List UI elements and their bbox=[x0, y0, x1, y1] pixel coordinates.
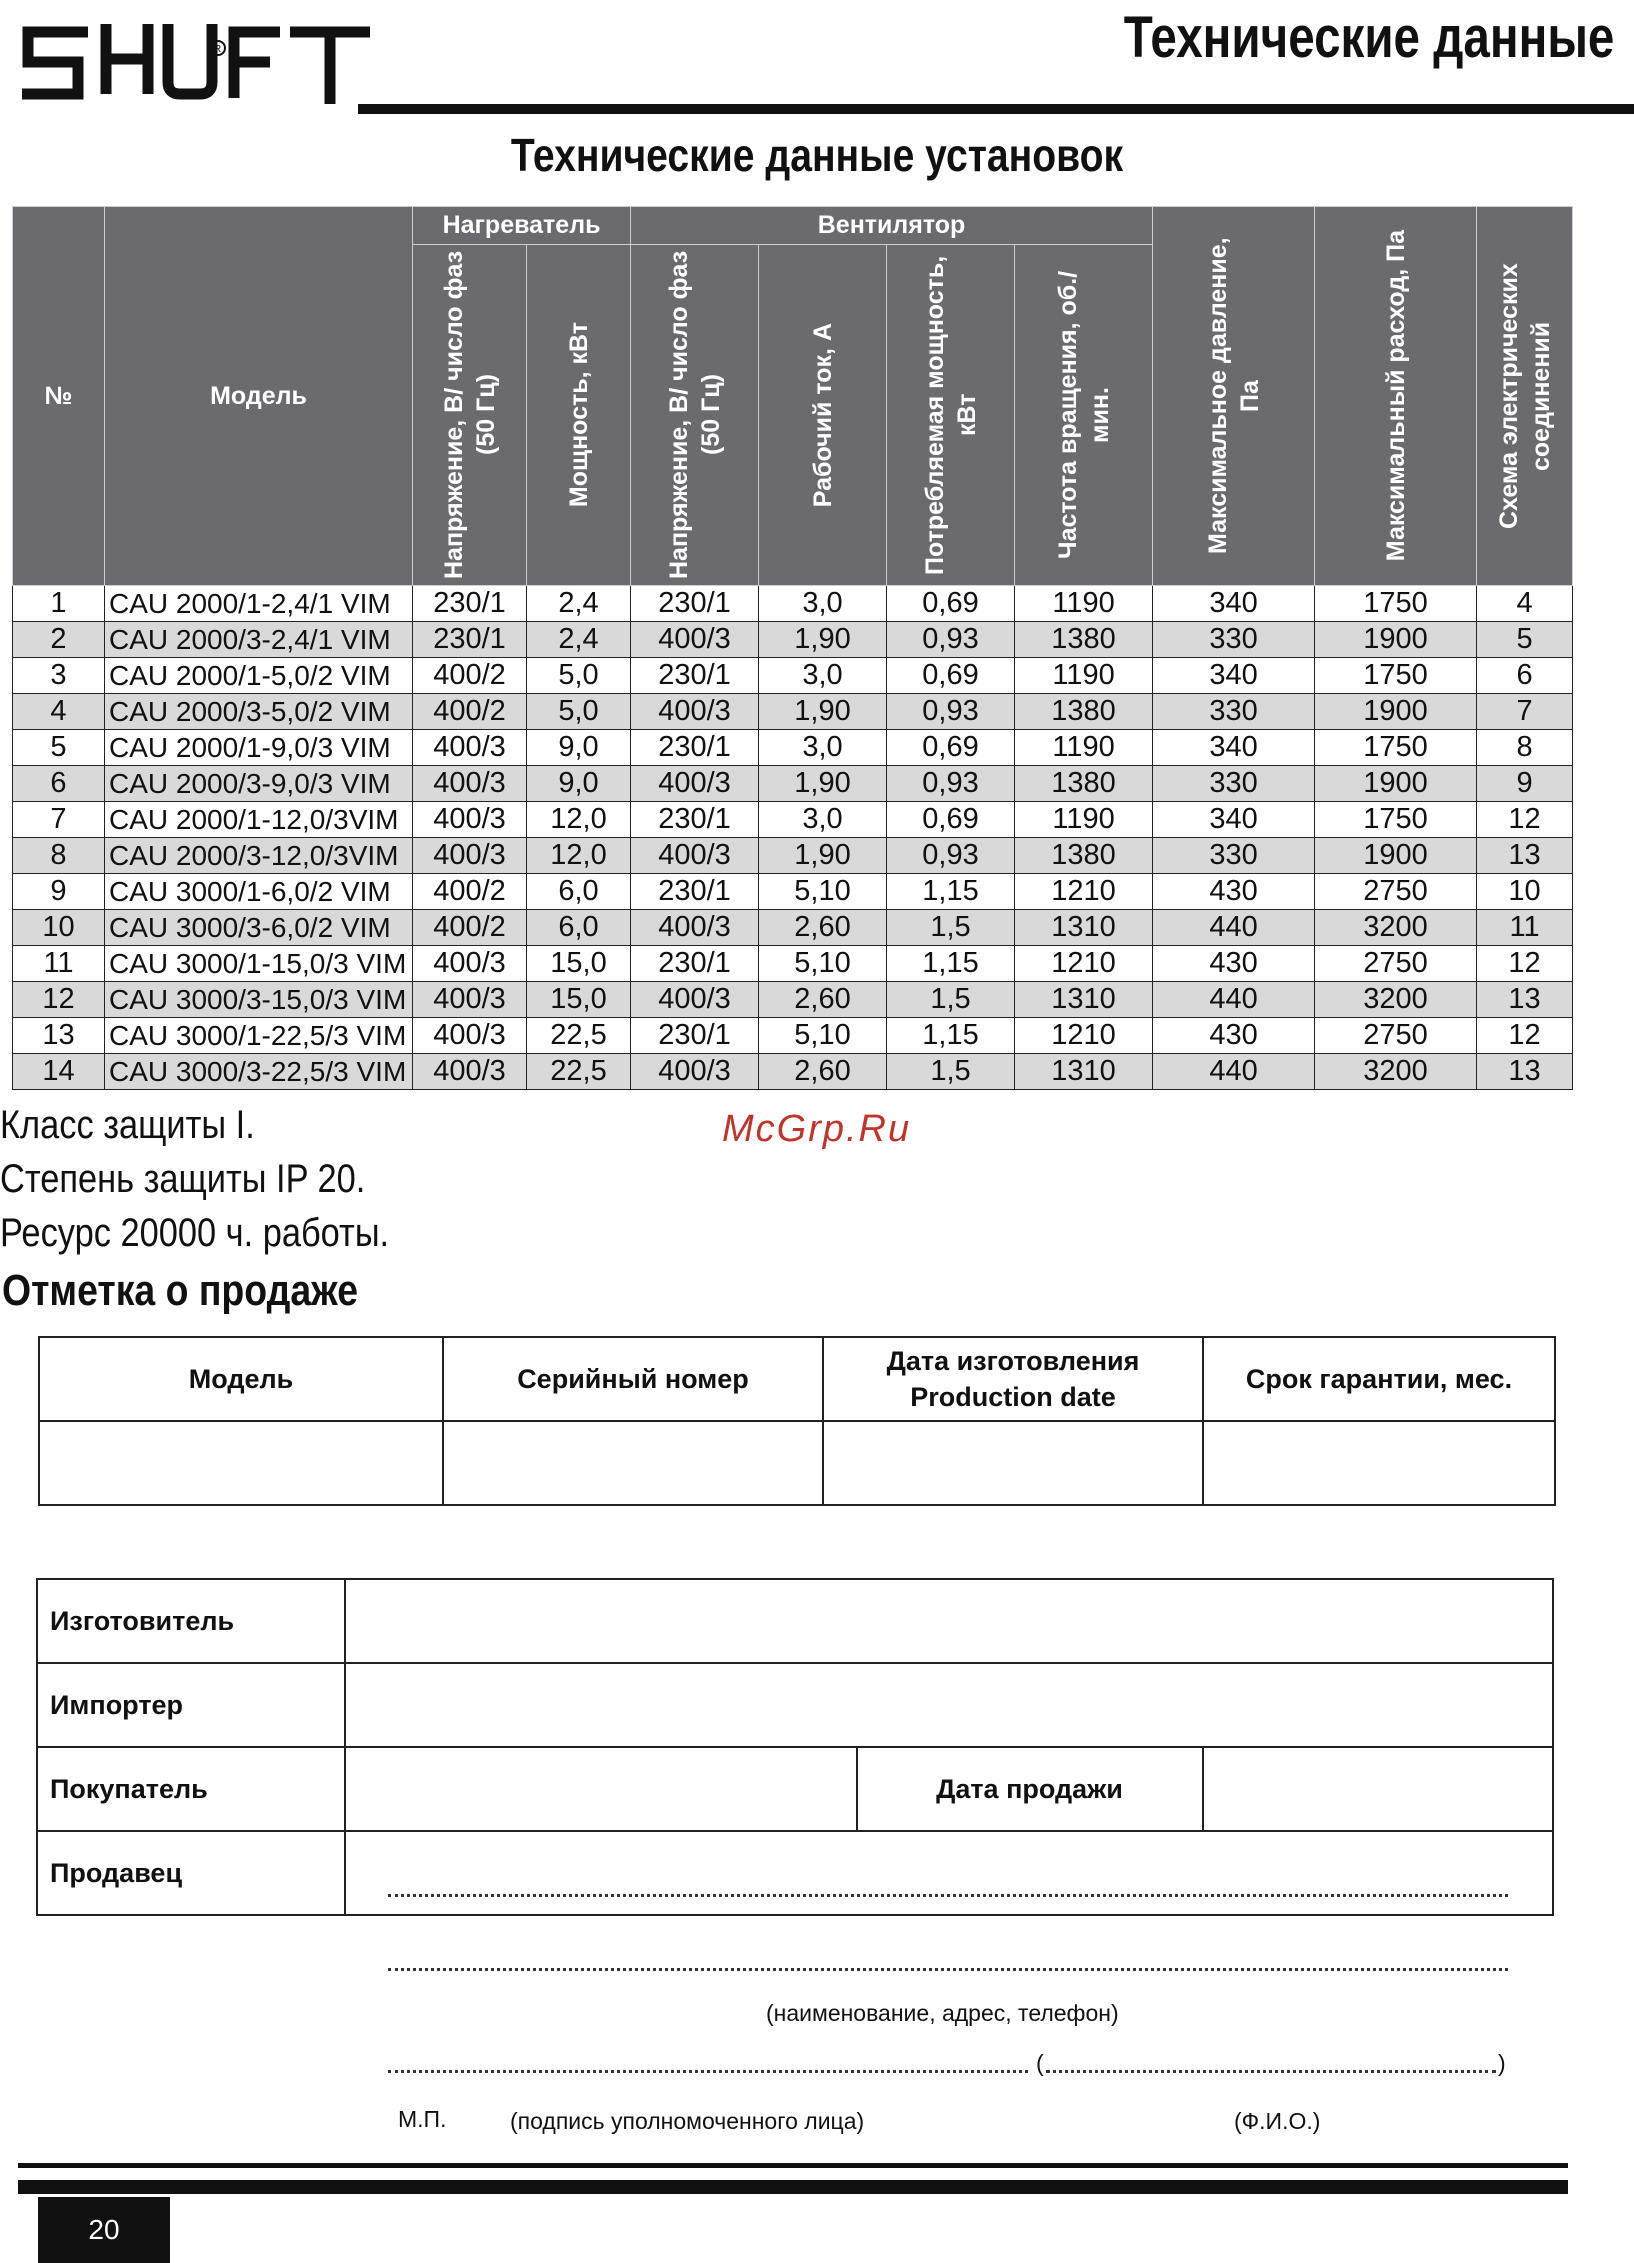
cell-wiring: 7 bbox=[1477, 694, 1573, 730]
cell-max-pressure: 330 bbox=[1153, 694, 1315, 730]
cell-fan-voltage: 400/3 bbox=[631, 1054, 759, 1090]
cell-fan-speed: 1210 bbox=[1015, 874, 1153, 910]
seller-line-1 bbox=[388, 1894, 1508, 1897]
cell-num: 14 bbox=[13, 1054, 105, 1090]
table-row bbox=[13, 1054, 1573, 1090]
cell-fan-power: 0,93 bbox=[887, 838, 1015, 874]
cell-fan-current: 5,10 bbox=[759, 874, 887, 910]
cell-fan-power: 1,15 bbox=[887, 874, 1015, 910]
cell-fan-voltage: 400/3 bbox=[631, 910, 759, 946]
cell-num: 11 bbox=[13, 946, 105, 982]
signature-caption: (подпись уполномоченного лица) bbox=[510, 2108, 865, 2134]
table-row bbox=[13, 730, 1573, 766]
cell-heater-power: 22,5 bbox=[527, 1018, 631, 1054]
cell-max-pressure: 340 bbox=[1153, 802, 1315, 838]
cell-max-flow: 1900 bbox=[1315, 694, 1477, 730]
cell-heater-power: 15,0 bbox=[527, 946, 631, 982]
header-heater-group: Нагреватель bbox=[413, 207, 631, 245]
cell-model: CAU 3000/3-6,0/2 VIM bbox=[105, 910, 413, 946]
cell-heater-voltage: 400/2 bbox=[413, 658, 527, 694]
cell-model: CAU 2000/1-12,0/3VIM bbox=[105, 802, 413, 838]
sale-col-serial: Серийный номер bbox=[443, 1337, 823, 1421]
cell-fan-voltage: 400/3 bbox=[631, 982, 759, 1018]
cell-fan-power: 0,93 bbox=[887, 694, 1015, 730]
cell-heater-voltage: 400/3 bbox=[413, 766, 527, 802]
cell-heater-voltage: 400/2 bbox=[413, 874, 527, 910]
seller-caption: (наименование, адрес, телефон) bbox=[766, 2000, 1119, 2026]
buyer-field[interactable] bbox=[345, 1747, 857, 1831]
cell-max-pressure: 440 bbox=[1153, 1054, 1315, 1090]
cell-heater-power: 9,0 bbox=[527, 766, 631, 802]
cell-max-pressure: 330 bbox=[1153, 838, 1315, 874]
cell-fan-voltage: 400/3 bbox=[631, 838, 759, 874]
manufacturer-label: Изготовитель bbox=[37, 1579, 345, 1663]
cell-heater-power: 12,0 bbox=[527, 802, 631, 838]
cell-num: 7 bbox=[13, 802, 105, 838]
importer-field[interactable] bbox=[345, 1663, 1553, 1747]
cell-max-pressure: 430 bbox=[1153, 874, 1315, 910]
table-row bbox=[13, 910, 1573, 946]
cell-max-flow: 3200 bbox=[1315, 1054, 1477, 1090]
importer-label: Импортер bbox=[37, 1663, 345, 1747]
cell-num: 6 bbox=[13, 766, 105, 802]
cell-fan-current: 3,0 bbox=[759, 802, 887, 838]
cell-model: CAU 3000/1-22,5/3 VIM bbox=[105, 1018, 413, 1054]
cell-model: CAU 2000/3-9,0/3 VIM bbox=[105, 766, 413, 802]
cell-fan-speed: 1190 bbox=[1015, 802, 1153, 838]
stamp-label: М.П. bbox=[398, 2106, 447, 2132]
cell-heater-voltage: 400/2 bbox=[413, 694, 527, 730]
cell-max-flow: 2750 bbox=[1315, 1018, 1477, 1054]
cell-num: 12 bbox=[13, 982, 105, 1018]
cell-heater-power: 12,0 bbox=[527, 838, 631, 874]
cell-fan-current: 5,10 bbox=[759, 946, 887, 982]
cell-max-pressure: 430 bbox=[1153, 1018, 1315, 1054]
seller-line-2 bbox=[388, 1968, 1508, 1971]
cell-max-flow: 3200 bbox=[1315, 910, 1477, 946]
cell-max-flow: 1750 bbox=[1315, 658, 1477, 694]
cell-max-flow: 3200 bbox=[1315, 982, 1477, 1018]
seller-field[interactable] bbox=[345, 1831, 1553, 2134]
cell-num: 3 bbox=[13, 658, 105, 694]
cell-max-pressure: 330 bbox=[1153, 622, 1315, 658]
cell-fan-current: 2,60 bbox=[759, 910, 887, 946]
cell-heater-voltage: 230/1 bbox=[413, 586, 527, 622]
cell-max-pressure: 340 bbox=[1153, 658, 1315, 694]
cell-heater-power: 6,0 bbox=[527, 910, 631, 946]
cell-num: 5 bbox=[13, 730, 105, 766]
table-row bbox=[13, 802, 1573, 838]
cell-heater-power: 9,0 bbox=[527, 730, 631, 766]
cell-fan-power: 0,69 bbox=[887, 658, 1015, 694]
page-number: 20 bbox=[38, 2197, 170, 2263]
cell-fan-speed: 1210 bbox=[1015, 1018, 1153, 1054]
header-fan-power: Потребляемая мощность, кВт bbox=[887, 245, 1015, 586]
table-row bbox=[13, 946, 1573, 982]
cell-heater-voltage: 400/3 bbox=[413, 1054, 527, 1090]
sale-serial-field[interactable] bbox=[443, 1421, 823, 1505]
cell-fan-speed: 1310 bbox=[1015, 910, 1153, 946]
cell-fan-current: 3,0 bbox=[759, 730, 887, 766]
header-model: Модель bbox=[105, 207, 413, 586]
title-rule bbox=[358, 104, 1634, 114]
table-row bbox=[13, 838, 1573, 874]
cell-wiring: 12 bbox=[1477, 802, 1573, 838]
cell-heater-power: 5,0 bbox=[527, 658, 631, 694]
cell-max-flow: 2750 bbox=[1315, 874, 1477, 910]
cell-model: CAU 3000/1-6,0/2 VIM bbox=[105, 874, 413, 910]
sale-model-field[interactable] bbox=[39, 1421, 443, 1505]
cell-fan-voltage: 230/1 bbox=[631, 1018, 759, 1054]
header-fan-current: Рабочий ток, А bbox=[759, 245, 887, 586]
cell-max-pressure: 440 bbox=[1153, 910, 1315, 946]
cell-fan-speed: 1310 bbox=[1015, 1054, 1153, 1090]
cell-heater-voltage: 400/3 bbox=[413, 838, 527, 874]
section-title: Технические данные установок bbox=[510, 129, 1124, 181]
cell-max-pressure: 340 bbox=[1153, 730, 1315, 766]
cell-fan-power: 1,15 bbox=[887, 946, 1015, 982]
cell-model: CAU 2000/1-5,0/2 VIM bbox=[105, 658, 413, 694]
cell-max-flow: 1750 bbox=[1315, 802, 1477, 838]
cell-fan-power: 1,5 bbox=[887, 982, 1015, 1018]
cell-wiring: 6 bbox=[1477, 658, 1573, 694]
document-title: Технические данные bbox=[1123, 5, 1614, 70]
cell-max-flow: 1750 bbox=[1315, 586, 1477, 622]
sale-date-value-field[interactable] bbox=[1203, 1747, 1553, 1831]
cell-fan-current: 3,0 bbox=[759, 586, 887, 622]
paren-close: ) bbox=[1498, 2050, 1506, 2076]
cell-fan-power: 0,93 bbox=[887, 622, 1015, 658]
header-max-flow: Максимальный расход, Па bbox=[1315, 207, 1477, 586]
cell-wiring: 12 bbox=[1477, 1018, 1573, 1054]
cell-num: 9 bbox=[13, 874, 105, 910]
cell-heater-voltage: 400/3 bbox=[413, 982, 527, 1018]
table-row bbox=[13, 766, 1573, 802]
cell-max-flow: 1900 bbox=[1315, 838, 1477, 874]
sale-col-model: Модель bbox=[39, 1337, 443, 1421]
cell-heater-power: 5,0 bbox=[527, 694, 631, 730]
cell-wiring: 11 bbox=[1477, 910, 1573, 946]
cell-wiring: 12 bbox=[1477, 946, 1573, 982]
name-line bbox=[1046, 2070, 1496, 2073]
cell-fan-speed: 1380 bbox=[1015, 838, 1153, 874]
watermark: McGrp.Ru bbox=[722, 1108, 912, 1150]
cell-num: 13 bbox=[13, 1018, 105, 1054]
cell-wiring: 5 bbox=[1477, 622, 1573, 658]
cell-wiring: 13 bbox=[1477, 982, 1573, 1018]
sale-col-date: Дата изготовления Production date bbox=[823, 1337, 1203, 1421]
note-ip-rating: Степень защиты IP 20. bbox=[0, 1157, 366, 1201]
cell-fan-current: 3,0 bbox=[759, 658, 887, 694]
svg-text:R: R bbox=[214, 44, 222, 55]
sale-table bbox=[38, 1336, 1556, 1506]
cell-max-flow: 1900 bbox=[1315, 622, 1477, 658]
cell-model: CAU 2000/1-9,0/3 VIM bbox=[105, 730, 413, 766]
header-heater-voltage: Напряжение, В/ число фаз (50 Гц) bbox=[413, 245, 527, 586]
cell-model: CAU 3000/1-15,0/3 VIM bbox=[105, 946, 413, 982]
cell-num: 2 bbox=[13, 622, 105, 658]
cell-heater-power: 2,4 bbox=[527, 622, 631, 658]
cell-model: CAU 3000/3-15,0/3 VIM bbox=[105, 982, 413, 1018]
seller-label: Продавец bbox=[37, 1831, 345, 1915]
cell-fan-voltage: 230/1 bbox=[631, 802, 759, 838]
table-row bbox=[13, 658, 1573, 694]
table-row bbox=[13, 694, 1573, 730]
cell-max-pressure: 330 bbox=[1153, 766, 1315, 802]
cell-heater-power: 15,0 bbox=[527, 982, 631, 1018]
cell-heater-voltage: 400/3 bbox=[413, 946, 527, 982]
signature-line bbox=[388, 2070, 1028, 2073]
cell-fan-power: 0,69 bbox=[887, 586, 1015, 622]
cell-fan-current: 1,90 bbox=[759, 622, 887, 658]
cell-fan-power: 0,93 bbox=[887, 766, 1015, 802]
cell-heater-power: 6,0 bbox=[527, 874, 631, 910]
cell-fan-current: 2,60 bbox=[759, 1054, 887, 1090]
cell-fan-current: 1,90 bbox=[759, 694, 887, 730]
cell-fan-voltage: 400/3 bbox=[631, 766, 759, 802]
cell-fan-current: 1,90 bbox=[759, 838, 887, 874]
cell-num: 10 bbox=[13, 910, 105, 946]
name-caption: (Ф.И.О.) bbox=[1234, 2108, 1321, 2134]
cell-fan-current: 1,90 bbox=[759, 766, 887, 802]
buyer-label: Покупатель bbox=[37, 1747, 345, 1831]
footer-rule-thin bbox=[18, 2163, 1568, 2168]
cell-fan-power: 1,15 bbox=[887, 1018, 1015, 1054]
note-protection-class: Класс защиты I. bbox=[0, 1103, 255, 1147]
sale-warranty-field[interactable] bbox=[1203, 1421, 1555, 1505]
cell-num: 4 bbox=[13, 694, 105, 730]
cell-fan-current: 5,10 bbox=[759, 1018, 887, 1054]
table-row bbox=[13, 982, 1573, 1018]
header-max-pressure: Максимальное давление, Па bbox=[1153, 207, 1315, 586]
cell-fan-voltage: 400/3 bbox=[631, 694, 759, 730]
cell-fan-speed: 1190 bbox=[1015, 586, 1153, 622]
cell-fan-speed: 1380 bbox=[1015, 694, 1153, 730]
cell-max-flow: 1900 bbox=[1315, 766, 1477, 802]
cell-model: CAU 2000/3-12,0/3VIM bbox=[105, 838, 413, 874]
cell-fan-speed: 1190 bbox=[1015, 730, 1153, 766]
cell-fan-speed: 1190 bbox=[1015, 658, 1153, 694]
shuft-logo bbox=[18, 14, 378, 119]
table-row bbox=[13, 622, 1573, 658]
footer-rule-thick bbox=[18, 2180, 1568, 2194]
cell-wiring: 8 bbox=[1477, 730, 1573, 766]
header-num: № bbox=[13, 207, 105, 586]
cell-fan-power: 0,69 bbox=[887, 730, 1015, 766]
cell-heater-voltage: 400/3 bbox=[413, 730, 527, 766]
table-row bbox=[13, 1018, 1573, 1054]
cell-fan-voltage: 230/1 bbox=[631, 586, 759, 622]
cell-fan-speed: 1380 bbox=[1015, 622, 1153, 658]
cell-fan-current: 2,60 bbox=[759, 982, 887, 1018]
table-row bbox=[13, 586, 1573, 622]
header-heater-power: Мощность, кВт bbox=[527, 245, 631, 586]
cell-max-pressure: 440 bbox=[1153, 982, 1315, 1018]
technical-data-table bbox=[12, 206, 1573, 1090]
cell-model: CAU 2000/3-5,0/2 VIM bbox=[105, 694, 413, 730]
note-resource: Ресурс 20000 ч. работы. bbox=[0, 1211, 390, 1255]
cell-fan-voltage: 230/1 bbox=[631, 874, 759, 910]
cell-wiring: 13 bbox=[1477, 1054, 1573, 1090]
sale-col-warranty: Срок гарантии, мес. bbox=[1203, 1337, 1555, 1421]
cell-fan-voltage: 400/3 bbox=[631, 622, 759, 658]
info-table bbox=[36, 1578, 1554, 2134]
cell-model: CAU 2000/3-2,4/1 VIM bbox=[105, 622, 413, 658]
cell-max-pressure: 340 bbox=[1153, 586, 1315, 622]
header-wiring: Схема электрических соединений bbox=[1477, 207, 1573, 586]
cell-fan-voltage: 230/1 bbox=[631, 946, 759, 982]
cell-wiring: 13 bbox=[1477, 838, 1573, 874]
notes bbox=[0, 1098, 452, 1260]
cell-fan-power: 1,5 bbox=[887, 1054, 1015, 1090]
cell-num: 1 bbox=[13, 586, 105, 622]
technical-data-body bbox=[13, 586, 1573, 1090]
cell-heater-power: 22,5 bbox=[527, 1054, 631, 1090]
cell-fan-power: 0,69 bbox=[887, 802, 1015, 838]
cell-num: 8 bbox=[13, 838, 105, 874]
cell-wiring: 10 bbox=[1477, 874, 1573, 910]
sale-title: Отметка о продаже bbox=[2, 1266, 359, 1315]
cell-model: CAU 2000/1-2,4/1 VIM bbox=[105, 586, 413, 622]
cell-wiring: 4 bbox=[1477, 586, 1573, 622]
cell-fan-voltage: 230/1 bbox=[631, 658, 759, 694]
header-fan-voltage: Напряжение, В/ число фаз (50 Гц) bbox=[631, 245, 759, 586]
paren-open: ( bbox=[1036, 2050, 1044, 2076]
cell-fan-speed: 1380 bbox=[1015, 766, 1153, 802]
cell-fan-speed: 1210 bbox=[1015, 946, 1153, 982]
cell-heater-voltage: 400/2 bbox=[413, 910, 527, 946]
cell-heater-voltage: 400/3 bbox=[413, 802, 527, 838]
header-fan-group: Вентилятор bbox=[631, 207, 1153, 245]
cell-heater-power: 2,4 bbox=[527, 586, 631, 622]
header-fan-speed: Частота вращения, об./мин. bbox=[1015, 245, 1153, 586]
cell-max-flow: 1750 bbox=[1315, 730, 1477, 766]
cell-max-pressure: 430 bbox=[1153, 946, 1315, 982]
cell-fan-voltage: 230/1 bbox=[631, 730, 759, 766]
sale-date-label: Дата продажи bbox=[857, 1747, 1203, 1831]
cell-fan-speed: 1310 bbox=[1015, 982, 1153, 1018]
cell-model: CAU 3000/3-22,5/3 VIM bbox=[105, 1054, 413, 1090]
table-row bbox=[13, 874, 1573, 910]
sale-date-field[interactable] bbox=[823, 1421, 1203, 1505]
manufacturer-field[interactable] bbox=[345, 1579, 1553, 1663]
cell-max-flow: 2750 bbox=[1315, 946, 1477, 982]
cell-wiring: 9 bbox=[1477, 766, 1573, 802]
cell-fan-power: 1,5 bbox=[887, 910, 1015, 946]
cell-heater-voltage: 230/1 bbox=[413, 622, 527, 658]
cell-heater-voltage: 400/3 bbox=[413, 1018, 527, 1054]
